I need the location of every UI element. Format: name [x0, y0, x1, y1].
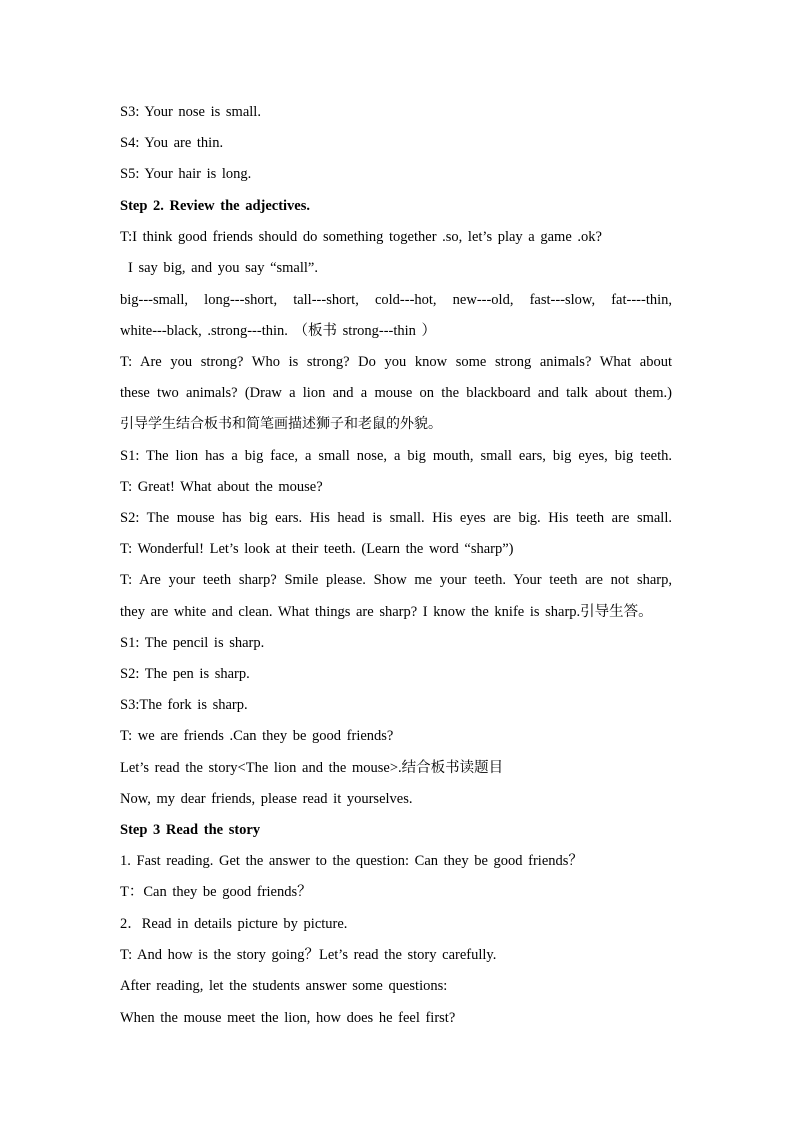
adjective-pairs: big---small, long---short, tall---short, cold---hot, new---old, fast---slow, fat----thin,	[120, 292, 672, 308]
instruction-line: After reading, let the students answer some questions:	[120, 978, 448, 994]
dialogue-line: S3:The fork is sharp.	[120, 697, 248, 713]
teacher-line: T: Great! What about the mouse?	[120, 479, 323, 495]
dialogue-line: S5: Your hair is long.	[120, 166, 252, 182]
dialogue-line: S3: Your nose is small.	[120, 104, 261, 120]
dialogue-line: S4: You are thin.	[120, 135, 224, 151]
step-heading: Step 2. Review the adjectives.	[120, 198, 311, 214]
dialogue-line: S2: The mouse has big ears. His head is small. His eyes are big. His teeth are small.	[120, 510, 672, 526]
teacher-line: T: And how is the story going？Let’s read the story carefully.	[120, 947, 497, 963]
teacher-line: Now, my dear friends, please read it yourselves.	[120, 791, 413, 807]
dialogue-line: S1: The pencil is sharp.	[120, 635, 265, 651]
instruction-note: 引导学生结合板书和简笔画描述狮子和老鼠的外貌。	[120, 416, 442, 432]
teacher-line: T: Are you strong? Who is strong? Do you know some strong animals? What about	[120, 354, 672, 370]
dialogue-line: S1: The lion has a big face, a small nose, a big mouth, small ears, big eyes, big teeth.	[120, 448, 672, 464]
adjective-pairs: white---black, .strong---thin. （板书 strong---thin ）	[120, 323, 437, 339]
teacher-line: they are white and clean. What things are sharp? I know the knife is sharp.引导生答。	[120, 604, 653, 620]
teacher-line: T: Wonderful! Let’s look at their teeth. (Learn the word “sharp”)	[120, 541, 514, 557]
teacher-line: Let’s read the story<The lion and the mouse>.结合板书读题目	[120, 760, 504, 776]
task-line: 1. Fast reading. Get the answer to the question: Can they be good friends？	[120, 853, 583, 869]
teacher-line: T: we are friends .Can they be good friends?	[120, 728, 394, 744]
teacher-line: I say big, and you say “small”.	[128, 260, 318, 276]
dialogue-line: S2: The pen is sharp.	[120, 666, 250, 682]
teacher-line: T:I think good friends should do something together .so, let’s play a game .ok?	[120, 229, 602, 245]
teacher-line: these two animals? (Draw a lion and a mouse on the blackboard and talk about them.)	[120, 385, 672, 401]
teacher-line: T: Are your teeth sharp? Smile please. Show me your teeth. Your teeth are not sharp,	[120, 572, 672, 588]
teacher-line: T：Can they be good friends？	[120, 884, 312, 900]
task-line: 2．Read in details picture by picture.	[120, 916, 348, 932]
question-line: When the mouse meet the lion, how does he feel first?	[120, 1010, 456, 1026]
step-heading: Step 3 Read the story	[120, 822, 261, 838]
